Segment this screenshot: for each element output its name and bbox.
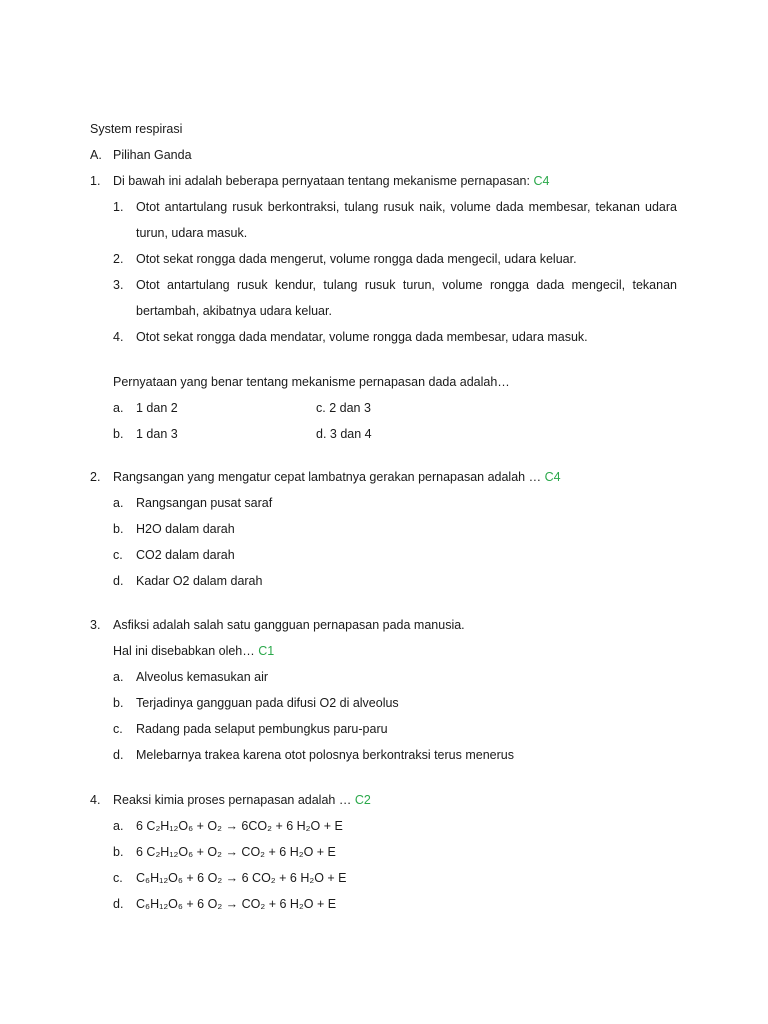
statement-number: 3. (113, 278, 124, 292)
question-number: 2. (90, 470, 101, 484)
statement-text: Otot sekat rongga dada mendatar, volume rongga dada membesar, udara masuk. (136, 330, 588, 344)
option-marker: a. (113, 670, 124, 684)
question-number: 4. (90, 793, 101, 807)
section-marker: A. (90, 148, 102, 162)
cognitive-level-badge: C1 (258, 644, 275, 658)
option-text: Melebarnya trakea karena otot polosnya berkontraksi terus menerus (136, 748, 514, 762)
option-text: Radang pada selaput pembungkus paru-paru (136, 722, 388, 736)
chemical-equation: 6 C₂H₁₂O₆ + O₂ → 6CO₂ + 6 H₂O + E (136, 819, 343, 833)
option-marker: b. (113, 427, 124, 441)
statement-number: 2. (113, 252, 124, 266)
question-text: Reaksi kimia proses pernapasan adalah … (113, 793, 352, 807)
option-marker: d. (113, 574, 124, 588)
statement-number: 4. (113, 330, 124, 344)
statement-text-cont: bertambah, akibatnya udara keluar. (136, 304, 332, 318)
statement-number: 1. (113, 200, 124, 214)
question-1-text (113, 173, 549, 189)
chemical-equation: 6 C₂H₁₂O₆ + O₂ → CO₂ + 6 H₂O + E (136, 845, 336, 859)
option-text: Alveolus kemasukan air (136, 670, 269, 684)
statement-text: Otot antartulang rusuk kendur, tulang rusuk turun, volume rongga dada mengecil, tekanan (136, 278, 677, 292)
option-marker: d. (113, 748, 124, 762)
option-text: c. 2 dan 3 (316, 401, 371, 415)
document-title: System respirasi (90, 122, 183, 136)
question-number: 3. (90, 618, 101, 632)
question-number: 1. (90, 174, 101, 188)
question-text: Rangsangan yang mengatur cepat lambatnya gerakan pernapasan adalah … (113, 470, 542, 484)
option-text: Kadar O2 dalam darah (136, 574, 263, 588)
option-marker: c. (113, 548, 123, 562)
statement-text-cont: turun, udara masuk. (136, 226, 248, 240)
option-text: CO2 dalam darah (136, 548, 235, 562)
question-text-cont: Hal ini disebabkan oleh… (113, 644, 255, 658)
option-text: H2O dalam darah (136, 522, 235, 536)
cognitive-level-badge: C2 (354, 793, 371, 807)
question-prompt: Pernyataan yang benar tentang mekanisme pernapasan dada adalah… (113, 375, 510, 389)
option-marker: b. (113, 845, 124, 859)
cognitive-level-badge: C4 (544, 470, 561, 484)
option-marker: a. (113, 819, 124, 833)
question-text: Di bawah ini adalah beberapa pernyataan tentang mekanisme pernapasan: (113, 174, 530, 188)
option-marker: b. (113, 522, 124, 536)
chemical-equation: C₆H₁₂O₆ + 6 O₂ → 6 CO₂ + 6 H₂O + E (136, 871, 347, 885)
option-marker: c. (113, 722, 123, 736)
option-marker: a. (113, 401, 124, 415)
option-marker: a. (113, 496, 124, 510)
option-text: d. 3 dan 4 (316, 427, 372, 441)
statement-text: Otot sekat rongga dada mengerut, volume rongga dada mengecil, udara keluar. (136, 252, 577, 266)
section-title: Pilihan Ganda (113, 148, 192, 162)
option-text: 1 dan 3 (136, 427, 178, 441)
question-3-text-cont (113, 643, 274, 659)
option-marker: b. (113, 696, 124, 710)
chemical-equation: C₆H₁₂O₆ + 6 O₂ → CO₂ + 6 H₂O + E (136, 897, 337, 911)
question-text: Asfiksi adalah salah satu gangguan pernapasan pada manusia. (113, 618, 465, 632)
option-marker: c. (113, 871, 123, 885)
statement-text: Otot antartulang rusuk berkontraksi, tulang rusuk naik, volume dada membesar, tekanan udara (136, 200, 677, 214)
option-text: Rangsangan pusat saraf (136, 496, 273, 510)
option-text: 1 dan 2 (136, 401, 178, 415)
cognitive-level-badge: C4 (533, 174, 550, 188)
question-4-text (113, 792, 371, 808)
option-text: Terjadinya gangguan pada difusi O2 di alveolus (136, 696, 399, 710)
question-2-text (113, 469, 561, 485)
option-marker: d. (113, 897, 124, 911)
